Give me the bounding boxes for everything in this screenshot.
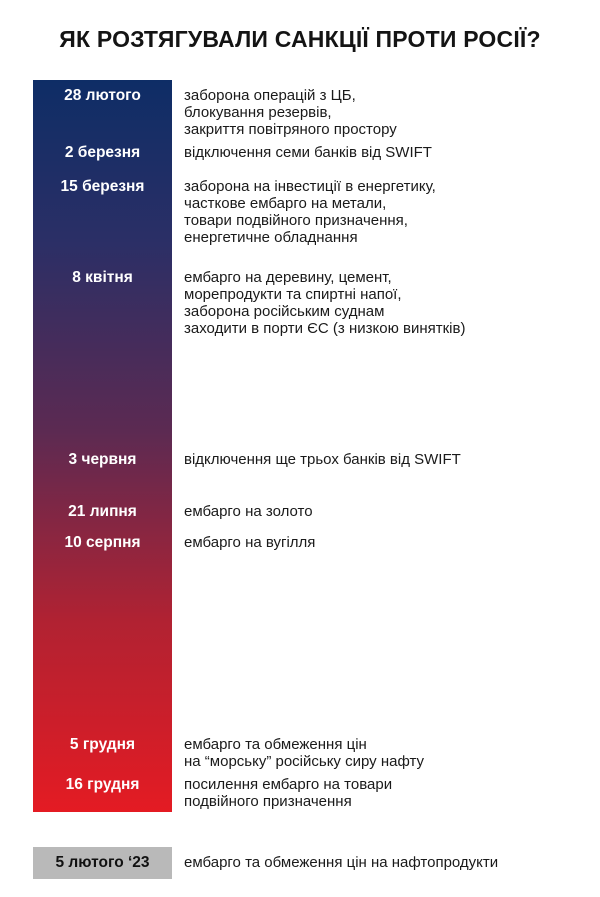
event-description: відключення ще трьох банків від SWIFT (184, 451, 461, 468)
event-description (184, 269, 584, 337)
event-line: заборона російським суднам (184, 303, 385, 320)
date-label: 2 березня (64, 144, 141, 161)
event-line: часткове ембарго на метали, (184, 195, 387, 212)
event-line: заборона на інвестиції в енергетику, (184, 178, 436, 195)
event-line: закриття повітряного простору (184, 121, 397, 138)
event-description (184, 776, 584, 810)
event-description (184, 87, 584, 138)
event-description-2023: ембарго та обмеження цін на нафтопродукти (184, 854, 499, 871)
date-label: 3 червня (68, 451, 137, 468)
event-line: заборона операцій з ЦБ, (184, 87, 356, 104)
event-description: відключення семи банків від SWIFT (184, 144, 432, 161)
event-line: ембарго на деревину, цемент, (184, 269, 392, 286)
event-line: морепродукти та спиртні напої, (184, 286, 402, 303)
event-description: ембарго на золото (184, 503, 313, 520)
date-label: 28 лютого (64, 87, 141, 104)
event-line: заходити в порти ЄС (з низкою винятків) (184, 320, 466, 337)
event-description (184, 736, 584, 770)
event-line: на “морську” російську сиру нафту (184, 753, 424, 770)
event-line: товари подвійного призначення, (184, 212, 408, 229)
event-line: ембарго та обмеження цін (184, 736, 367, 753)
event-description: ембарго на вугілля (184, 534, 316, 551)
event-description (184, 178, 584, 246)
event-line: подвійного призначення (184, 793, 352, 810)
event-line: посилення ембарго на товари (184, 776, 393, 793)
date-label: 10 серпня (64, 534, 141, 551)
date-label: 8 квітня (72, 269, 133, 286)
event-line: блокування резервів, (184, 104, 332, 121)
date-label: 5 грудня (69, 736, 136, 753)
date-label-2023: 5 лютого ‘23 (55, 854, 150, 871)
event-line: енергетичне обладнання (184, 229, 358, 246)
date-label: 16 грудня (65, 776, 140, 793)
date-label: 21 липня (68, 503, 137, 520)
date-label: 15 березня (60, 178, 145, 195)
page-title: ЯК РОЗТЯГУВАЛИ САНКЦІЇ ПРОТИ РОСІЇ? (59, 26, 541, 52)
